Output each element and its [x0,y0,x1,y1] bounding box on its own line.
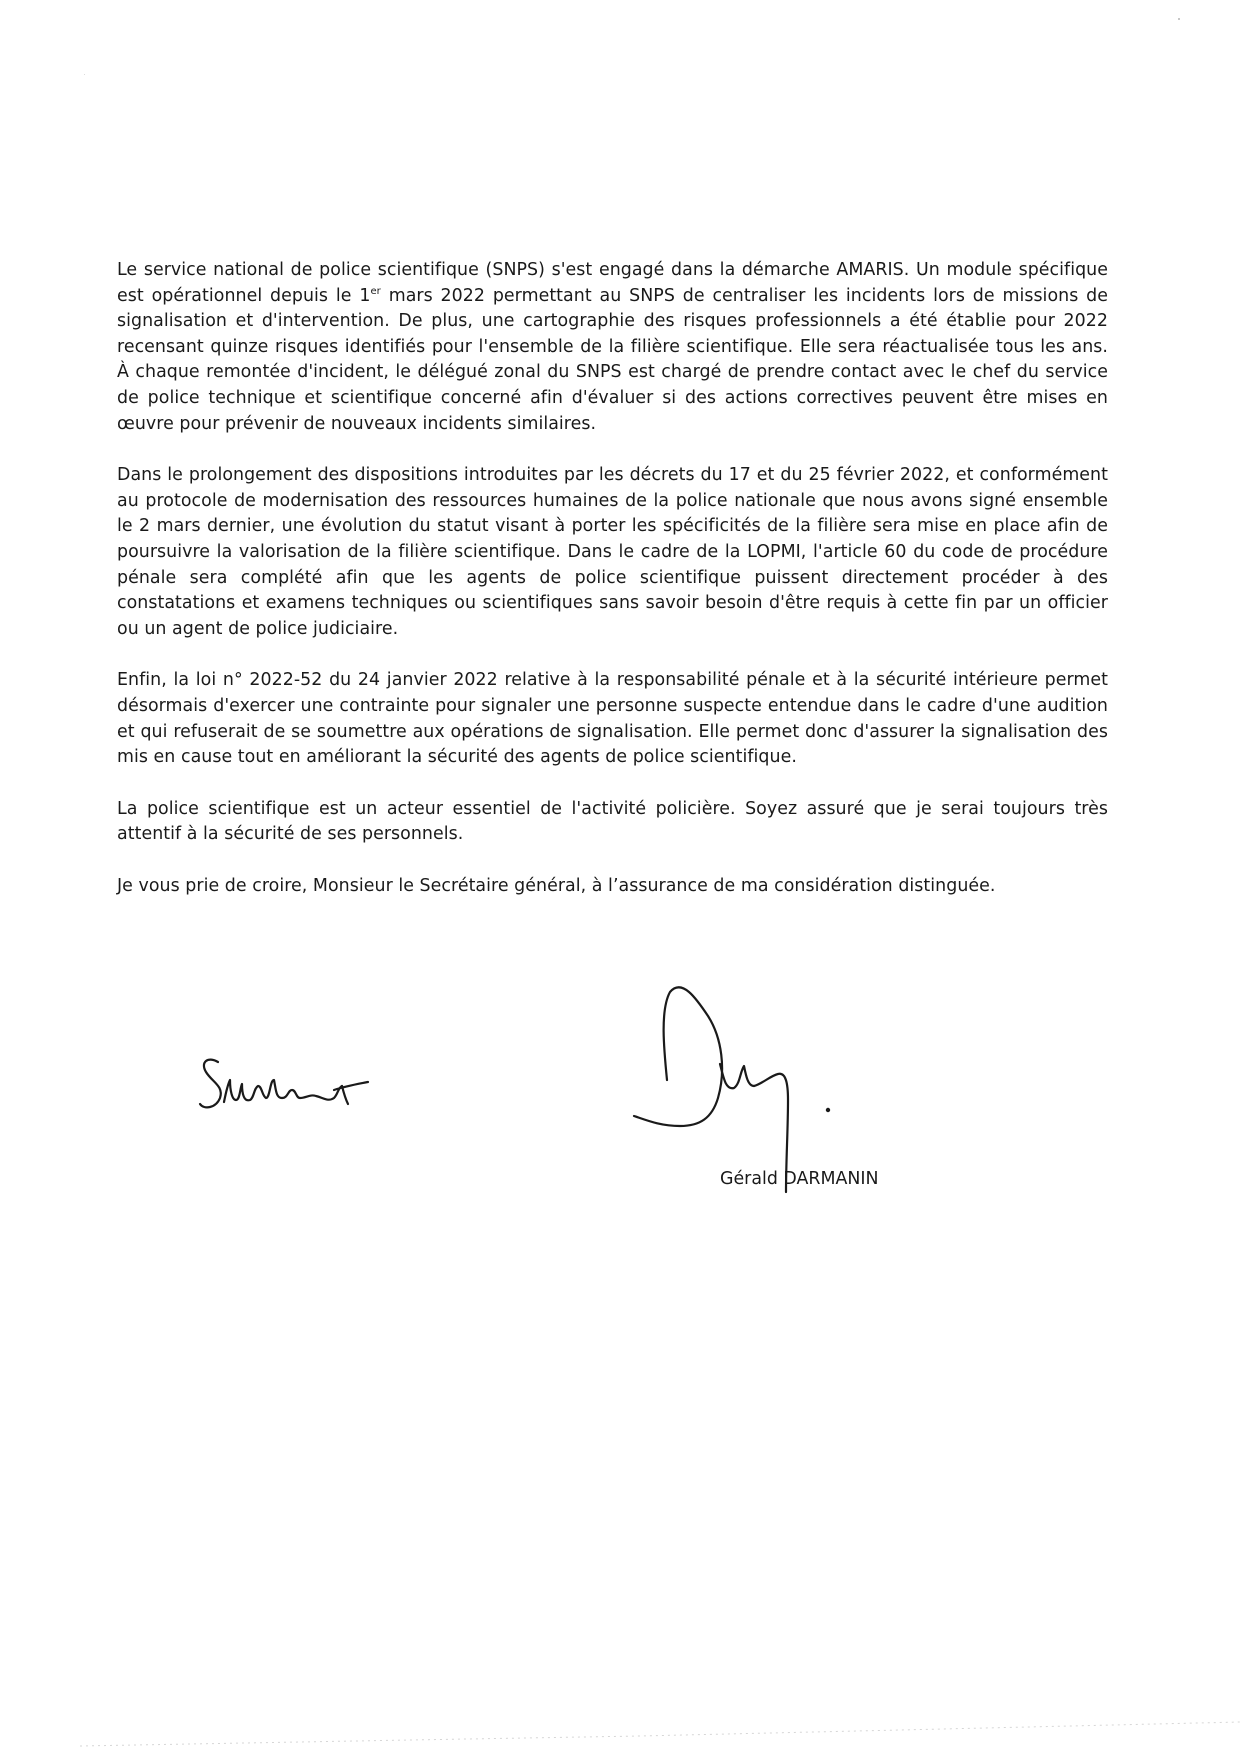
paragraph-engagement: La police scientifique est un acteur essentiel de l'activité policière. Soyez assuré que je serai toujours très attentif à la sécurité de ses personnels. [117,798,1108,845]
scan-artifact-dot [84,74,85,75]
paragraph-loi: Enfin, la loi n° 2022-52 du 24 janvier 2022 relative à la responsabilité pénale et à la sécurité intérieure permet désormais d'exercer une contrainte pour signaler une personne suspecte entendue dans le cadre d'une audition et qui refuserait de se soumettre aux opérations de signalisation. Elle permet donc d'assurer la signalisation des mis en cause tout en améliorant la sécurité des agents de police scientifique. [117,670,1108,768]
scan-artifact-edge [0,1720,1240,1750]
handwritten-signature-minister [630,980,930,1200]
closing-formula: Je vous prie de croire, Monsieur le Secrétaire général, à l’assurance de ma considération distinguée. [117,875,996,896]
handwritten-signature-note [196,1050,406,1120]
scan-artifact-dot [1178,18,1180,20]
paragraph-statut: Dans le prolongement des dispositions introduites par les décrets du 17 et du 25 février 2022, et conformément au protocole de modernisation des ressources humaines de la police nationale que nous avons signé ensemble le 2 mars dernier, une évolution du statut visant à porter les spécificités de la filière sera mise en place afin de poursuivre la valorisation de la filière scientifique. Dans le cadre de la LOPMI, l'article 60 du code de procédure pénale sera complété afin que les agents de police scientifique puissent directement procéder à des constatations et examens techniques ou scientifiques sans savoir besoin d'être requis à cette fin par un officier ou un agent de police judiciaire. [117,465,1108,639]
letter-body [117,258,1108,899]
signatory-name: Gérald DARMANIN [720,1169,879,1189]
paragraph-amaris [117,258,1108,437]
paragraph-text: mars 2022 permettant au SNPS de centraliser les incidents lors de missions de signalisation et d'intervention. De plus, une cartographie des risques professionnels a été établie pour 2022 recensant quinze risques identifiés pour l'ensemble de la filière scientifique. Elle sera réactualisée tous les ans. À chaque remontée d'incident, le délégué zonal du SNPS est chargé de prendre contact avec le chef du service de police technique et scientifique concerné afin d'évaluer si des actions correctives peuvent être mises en œuvre pour prévenir de nouveaux incidents similaires. [117,285,1108,434]
paragraph-text: Le service national de police scientifique (SNPS) s'est engagé dans la démarche AMARIS. Un module spécifique est opérationnel depuis le 1 [117,260,1108,306]
ordinal-superscript: er [370,285,381,297]
